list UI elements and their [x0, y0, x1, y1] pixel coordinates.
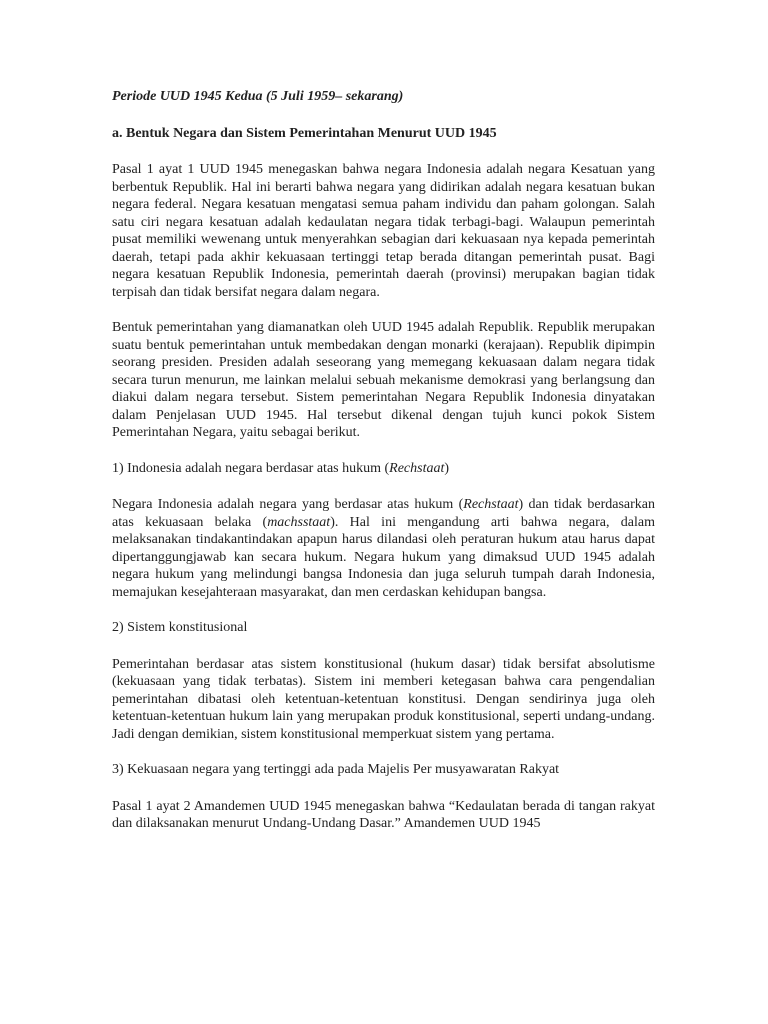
paragraph-bentuk-negara: Pasal 1 ayat 1 UUD 1945 menegaskan bahwa negara Indonesia adalah negara Kesatuan yang berbentuk Republik. Hal ini berarti bahwa negara yang didirikan adalah negara kesatuan bukan negara federal. Negara kesatuan mengatasi semua paham individu dan paham golongan. Salah satu ciri negara kesatuan adalah kedaulatan negara tidak terbagi-bagi. Walaupun pemerintah pusat memiliki wewenang untuk menyerahkan sebagian dari kekuasaan nya kepada pemerintah daerah, tetapi pada akhir kekuasaan tertinggi tetap berada ditangan pemerintah pusat. Bagi negara kesatuan Republik Indonesia, pemerintah daerah (provinsi) merupakan bagian tidak terpisah dan tidak bersifat negara dalam negara. — [112, 162, 655, 300]
section-heading-a: a. Bentuk Negara dan Sistem Pemerintahan Menurut UUD 1945 — [112, 125, 497, 141]
document-page — [112, 88, 655, 851]
list-item-negara-hukum — [112, 460, 655, 478]
list-item-close: ) — [444, 460, 450, 476]
italic-term: Rechstaat — [389, 460, 445, 476]
italic-term: Rechstaat — [463, 497, 519, 512]
paragraph-negara-hukum — [112, 496, 655, 601]
paragraph-part: ). Hal ini mengandung arti bahwa negara, dalam melaksanakan tindakantindakan apapun harus dilandasi oleh peraturan hukum atau harus dapat dipertanggungjawab kan secara hukum. Negara hukum yang dimaksud UUD 1945 adalah negara hukum yang melindungi bangsa Indonesia dan juga seluruh tumpah darah Indonesia, memajukan kesejahteraan masyarakat, dan men cerdaskan kehidupan bangsa. — [112, 514, 655, 600]
list-item-text: 1) Indonesia adalah negara berdasar atas hukum ( — [112, 460, 390, 476]
list-item-sistem-konstitusional: 2) Sistem konstitusional — [112, 620, 248, 635]
paragraph-part: Negara Indonesia adalah negara yang berdasar atas hukum ( — [112, 497, 464, 512]
list-item-kekuasaan-tertinggi: 3) Kekuasaan negara yang tertinggi ada pada Majelis Per musyawaratan Rakyat — [112, 762, 560, 777]
paragraph-bentuk-pemerintahan: Bentuk pemerintahan yang diamanatkan oleh UUD 1945 adalah Republik. Republik merupakan suatu bentuk pemerintahan untuk membedakan dengan monarki (kerajaan). Republik dipimpin seorang presiden. Presiden adalah seseorang yang memegang kekuasaan dalam negara tidak secara turun menurun, me lainkan melalui sebuah mekanisme demokrasi yang berlangsung dan diakui dalam negara tersebut. Sistem pemerintahan Negara Republik Indonesia dinyatakan dalam Penjelasan UUD 1945. Hal tersebut dikenal dengan tujuh kunci pokok Sistem Pemerintahan Negara, yaitu sebagai berikut. — [112, 320, 655, 440]
italic-term: machsstaat — [267, 514, 331, 530]
document-title: Periode UUD 1945 Kedua (5 Juli 1959– sekarang) — [112, 89, 404, 104]
paragraph-part: ) dan tidak berdasarkan atas kekuasaan belaka ( — [112, 497, 655, 530]
paragraph-sistem-konstitusional: Pemerintahan berdasar atas sistem konstitusional (hukum dasar) tidak bersifat absolutisme (kekuasaan yang tidak terbatas). Sistem ini memberi ketegasan bahwa cara pengendalian pemerintahan dibatasi oleh ketentuan-ketentuan konstitusi. Dengan sendirinya juga oleh ketentuan-ketentuan hukum lain yang merupakan produk konstitusional, seperti undang-undang. Jadi dengan demikian, sistem konstitusional memperkuat sistem yang pertama. — [112, 656, 655, 742]
paragraph-pasal-1-ayat-2: Pasal 1 ayat 2 Amandemen UUD 1945 menegaskan bahwa “Kedaulatan berada di tangan rakyat dan dilaksanakan menurut Undang-Undang Dasar.” Amandemen UUD 1945 — [112, 798, 655, 831]
